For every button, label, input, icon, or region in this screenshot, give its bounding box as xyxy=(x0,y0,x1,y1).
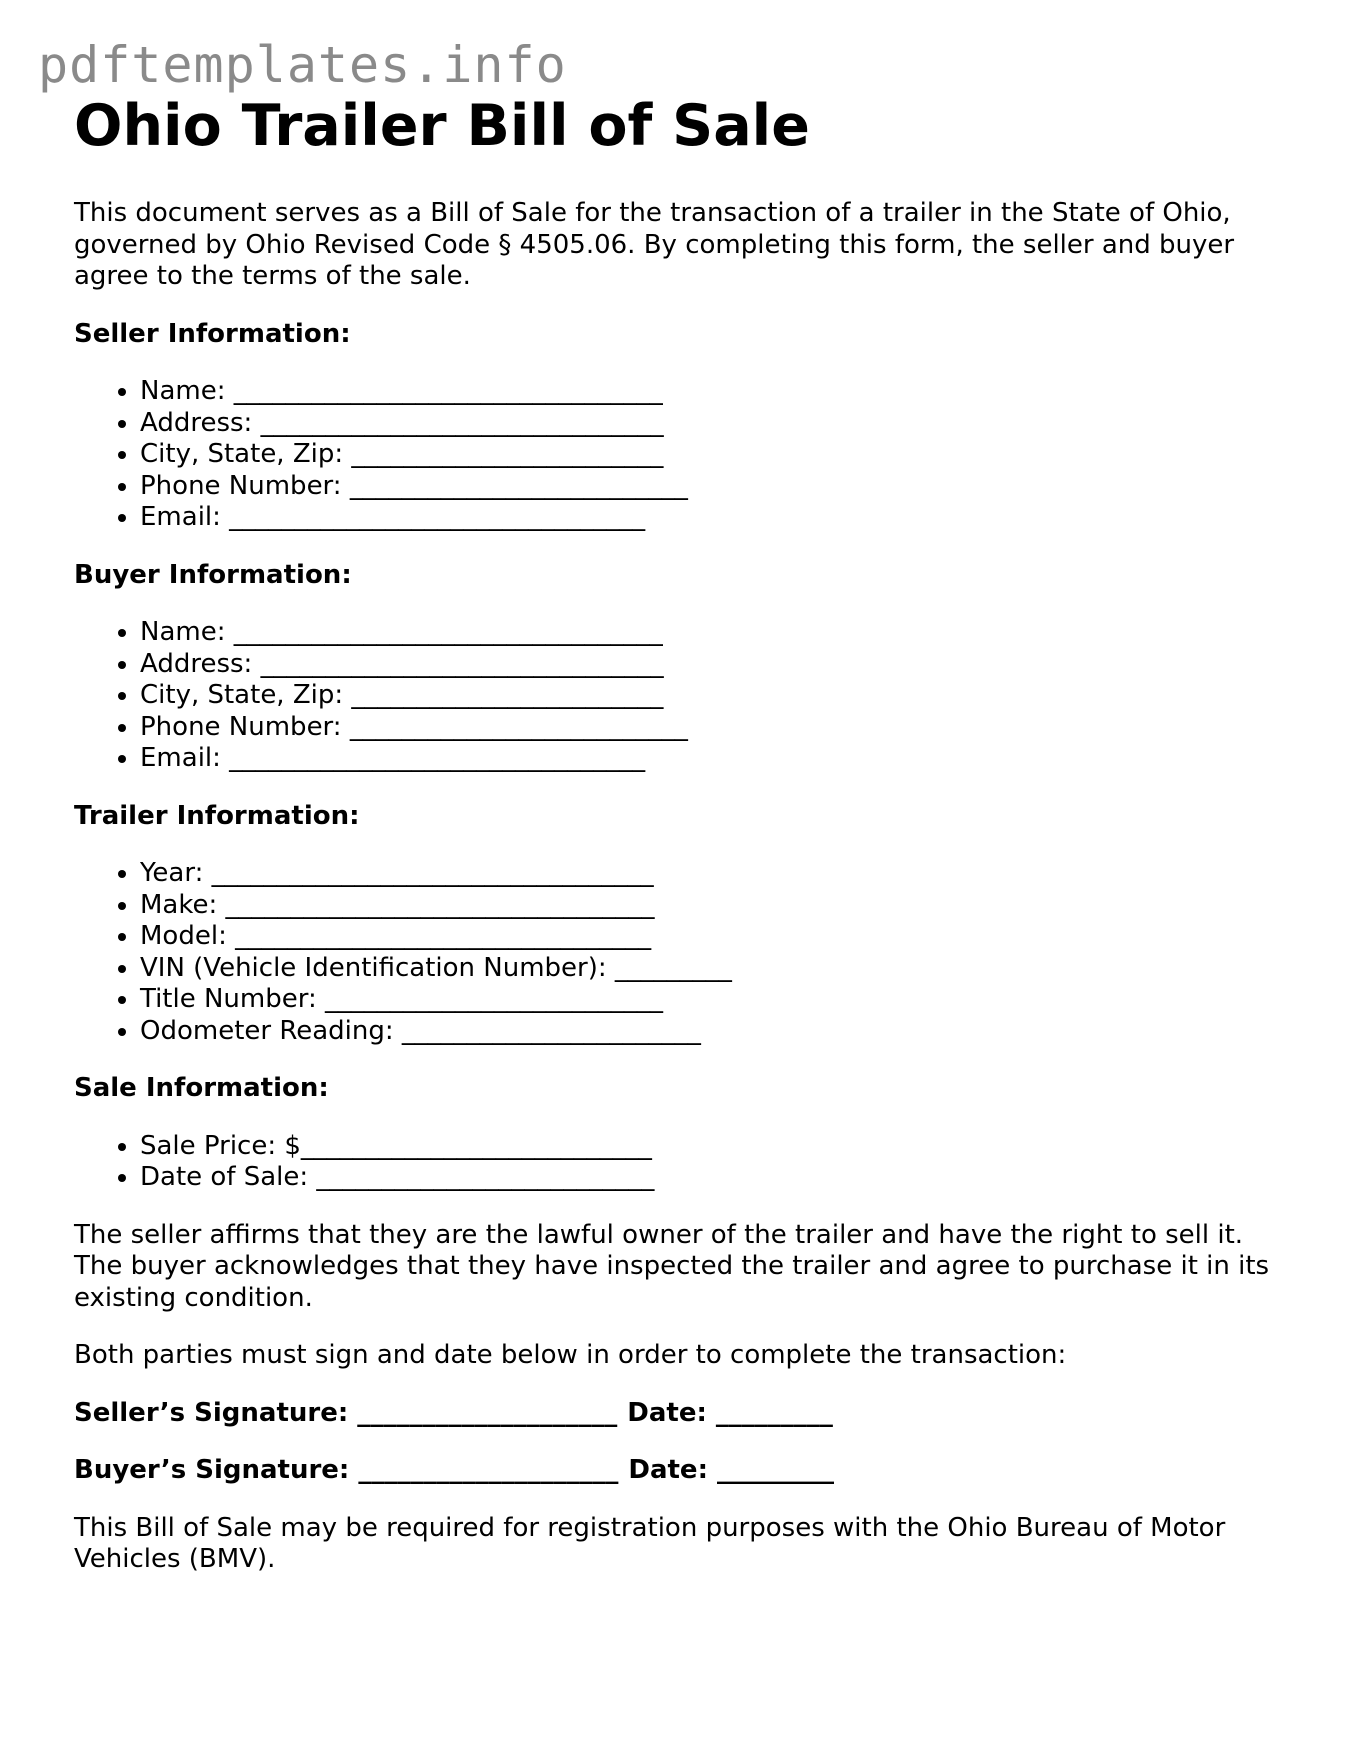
seller-email-field[interactable]: • Email: ________________________________ xyxy=(140,502,1294,534)
seller-city-state-zip-field[interactable]: • City, State, Zip: ________________________ xyxy=(140,439,1294,471)
sale-price-field[interactable]: • Sale Price: $___________________________ xyxy=(140,1131,1294,1163)
seller-address-field[interactable]: • Address: _______________________________ xyxy=(140,408,1294,440)
buyer-heading: Buyer Information: xyxy=(74,559,352,590)
sale-date-field[interactable]: • Date of Sale: __________________________ xyxy=(140,1162,1294,1194)
buyer-city-state-zip-field[interactable]: • City, State, Zip: ________________________ xyxy=(140,680,1294,712)
buyer-fields-list xyxy=(74,617,1294,775)
trailer-year-field[interactable]: • Year: __________________________________ xyxy=(140,858,1294,890)
trailer-make-field[interactable]: • Make: _________________________________ xyxy=(140,890,1294,922)
trailer-vin-field[interactable]: • VIN (Vehicle Identification Number): _________ xyxy=(140,953,1294,985)
buyer-signature-field[interactable]: Buyer’s Signature: ____________________ xyxy=(74,1455,619,1486)
seller-signature-field[interactable]: Seller’s Signature: ____________________ xyxy=(74,1397,618,1428)
sale-heading: Sale Information: xyxy=(74,1073,329,1104)
buyer-phone-field[interactable]: • Phone Number: __________________________ xyxy=(140,712,1294,744)
seller-date-field[interactable]: Date: _________ xyxy=(627,1397,833,1428)
affirmation-paragraph: The seller affirms that they are the lawful owner of the trailer and have the right to sell it. The buyer acknowledges that they have inspected the trailer and agree to purchase it in its existing condition. xyxy=(74,1219,1270,1313)
watermark: pdftemplates.info xyxy=(38,36,567,94)
buyer-date-field[interactable]: Date: _________ xyxy=(628,1455,835,1486)
footer-paragraph: This Bill of Sale may be required for registration purposes with the Ohio Bureau of Motor Vehicles (BMV). xyxy=(74,1512,1226,1575)
buyer-email-field[interactable]: • Email: ________________________________ xyxy=(140,743,1294,775)
seller-phone-field[interactable]: • Phone Number: __________________________ xyxy=(140,471,1294,503)
buyer-address-field[interactable]: • Address: _______________________________ xyxy=(140,649,1294,681)
seller-heading: Seller Information: xyxy=(74,318,351,349)
sale-fields-list xyxy=(74,1131,1294,1194)
trailer-model-field[interactable]: • Model: ________________________________ xyxy=(140,921,1294,953)
buyer-signature-line xyxy=(74,1455,1294,1487)
trailer-title-number-field[interactable]: • Title Number: __________________________ xyxy=(140,984,1294,1016)
seller-name-field[interactable]: • Name: _________________________________ xyxy=(140,376,1294,408)
instruction-paragraph: Both parties must sign and date below in order to complete the transaction: xyxy=(74,1340,1067,1371)
seller-fields-list xyxy=(74,376,1294,534)
trailer-fields-list xyxy=(74,858,1294,1047)
buyer-name-field[interactable]: • Name: _________________________________ xyxy=(140,617,1294,649)
document-body xyxy=(74,92,1294,1576)
trailer-heading: Trailer Information: xyxy=(74,800,360,831)
seller-signature-line xyxy=(74,1398,1294,1430)
intro-paragraph: This document serves as a Bill of Sale for the transaction of a trailer in the State of Ohio, governed by Ohio Revised Code § 4505.06. By completing this form, the seller and buyer agree to the terms of the sale. xyxy=(74,198,1235,292)
trailer-odometer-field[interactable]: • Odometer Reading: _______________________ xyxy=(140,1016,1294,1048)
page-title: Ohio Trailer Bill of Sale xyxy=(74,93,810,159)
